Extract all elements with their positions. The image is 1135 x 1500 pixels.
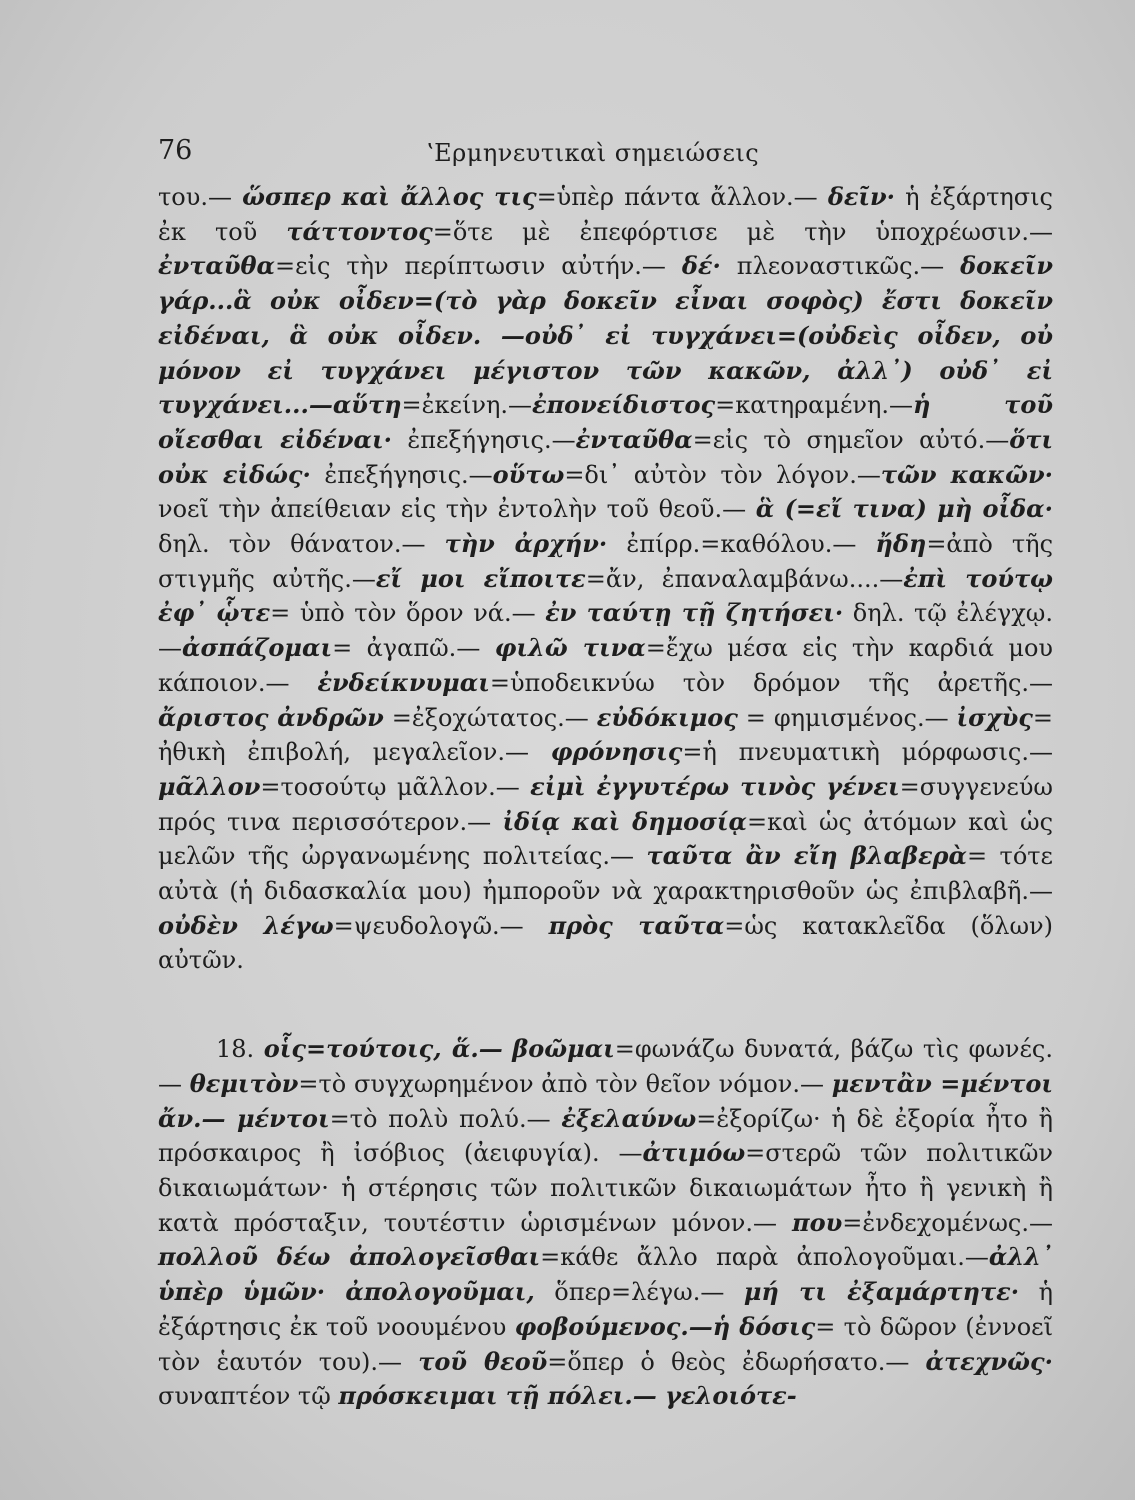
gloss-text: =εἰς τὸ σημεῖον αὐτό.—: [692, 425, 1010, 454]
lemma: ἃ (=εἴ τινα) μὴ οἶδα·: [755, 494, 1053, 524]
lemma: ἤδη: [875, 529, 927, 559]
lemma: βοῶμαι: [512, 1034, 615, 1064]
gloss-text: = τὸ δῶρον (ἐννοεῖ τὸν ἑαυτόν του).—: [158, 1312, 1053, 1376]
lemma: δεῖν·: [827, 182, 896, 211]
lemma: ἐπὶ τούτῳ ἐφ᾽ ᾧτε: [158, 563, 1054, 628]
gloss-text: δηλ. τὸν θάνατον.—: [158, 530, 445, 559]
lemma: δοκεῖν γάρ...ἃ οὐκ οἶδεν=(τὸ γὰρ δοκεῖν εἶναι σοφὸς) ἔστι δοκεῖν εἰδέναι, ἃ οὐκ οἶδεν. —οὐδ᾽ εἰ τυγχάνει=(οὐδεὶς οἶδεν, οὐ μόνον εἰ τυγχάνει μέγιστον τῶν κακῶν, ἀλλ᾽) οὐδ᾽ εἰ τυγχάνει...—αὕτη: [158, 251, 1053, 420]
gloss-text: =ὑπὲρ πάντα ἄλλον.—: [536, 183, 828, 211]
gloss-text: = φημισμένος.—: [737, 703, 957, 732]
gloss-text: =ἄν, ἐπαναλαμβάνω....—: [585, 564, 904, 593]
gloss-text: = ὑπὸ τὸν ὅρον νά.—: [270, 599, 546, 628]
gloss-text: =ψευδολογῶ.—: [333, 911, 549, 940]
gloss-text: =τοσούτῳ μᾶλλον.—: [260, 772, 531, 801]
lemma: ἰδίᾳ καὶ δημοσίᾳ: [502, 806, 747, 836]
gloss-text: ἐπεξήγησις.—: [310, 460, 493, 489]
lemma: οὐδὲν λέγω: [158, 910, 334, 940]
lemma: φρόνησις: [550, 737, 683, 767]
lemma: μεντἂν =μέντοι ἄν.— μέντοι: [158, 1068, 1053, 1133]
gloss-text: πλεοναστικῶς.—: [720, 252, 961, 281]
lemma: ἀτεχνῶς·: [925, 1346, 1053, 1376]
lemma: ἐνταῦθα: [575, 424, 693, 454]
lemma: εἴ μοι εἴποιτε: [375, 563, 586, 593]
lemma: που: [792, 1207, 843, 1237]
lemma: μή τι ἐξαμάρτητε·: [743, 1277, 1020, 1307]
lemma: ἀσπάζομαι: [182, 633, 333, 663]
lemma: ταῦτα ἂν εἴη βλαβερὰ: [646, 841, 967, 871]
gloss-text: =ἐξορίζω· ἡ δὲ ἐξορία ἦτο ἢ πρόσκαιρος ἢ ἰσόβιος (ἀειφυγία). —: [158, 1104, 1053, 1168]
lemma: ἰσχὺς: [956, 702, 1033, 732]
gloss-text: =ὅτε μὲ ἐπεφόρτισε μὲ τὴν ὑποχρέωσιν.—: [432, 217, 1054, 246]
gloss-text: =στερῶ τῶν πολιτικῶν δικαιωμάτων· ἡ στέρησις τῶν πολιτικῶν δικαιωμάτων ἦτο ἢ γενικὴ ἢ κατὰ πρόσταξιν, τουτέστιν ὡρισμένων μόνον.—: [158, 1139, 1053, 1237]
commentary-paragraph-18: [158, 1032, 1053, 1414]
lemma: ὥσπερ καὶ ἄλλος τις: [242, 182, 537, 211]
gloss-text: =ἀπὸ τῆς στιγμῆς αὐτῆς.—: [158, 530, 1054, 593]
lemma: πρὸς ταῦτα: [548, 910, 725, 940]
gloss-text: =κατηραμένη.—: [715, 391, 914, 420]
gloss-text: =ὑποδεικνύω τὸν δρόμον τῆς ἀρετῆς.—: [489, 668, 1054, 697]
gloss-text: =εἰς τὴν περίπτωσιν αὐτήν.—: [275, 252, 682, 281]
gloss-text: =ἐκείνη.—: [401, 391, 532, 420]
lemma: ἐνταῦθα: [158, 251, 275, 281]
lemma: ἄριστος ἀνδρῶν: [158, 702, 384, 732]
gloss-text: 18.: [216, 1035, 264, 1064]
lemma: θεμιτὸν: [189, 1068, 299, 1098]
lemma: εὐδόκιμος: [596, 702, 738, 732]
lemma: τῶν κακῶν·: [880, 459, 1053, 489]
gloss-text: =ἐξοχώτατος.—: [383, 703, 597, 732]
lemma: ἐνδείκνυμαι: [317, 667, 490, 697]
gloss-text: =κάθε ἄλλο παρὰ ἀπολογοῦμαι.—: [540, 1243, 989, 1272]
gloss-text: ἡ ἐξάρτησις ἐκ τοῦ νοουμένου: [158, 1278, 1053, 1341]
gloss-text: δηλ. τῷ ἐλέγχῳ.—: [158, 599, 1054, 663]
gloss-text: =ὡς κατακλεῖδα (ὅλων) αὐτῶν.: [158, 911, 1054, 975]
gloss-text: του.—: [158, 183, 243, 211]
lemma: μᾶλλον: [158, 771, 261, 801]
lemma: ἀλλ᾽ ὑπὲρ ὑμῶν· ἀπολογοῦμαι,: [158, 1242, 1053, 1307]
lemma: τάττοντος: [286, 216, 433, 246]
body-text: [158, 180, 1053, 1414]
gloss-text: = τότε αὐτὰ (ἡ διδασκαλία μου) ἠμποροῦν νὰ χαρακτηρισθοῦν ὡς ἐπιβλαβῆ.—: [158, 842, 1053, 906]
lemma: φοβούμενος.—ἡ δόσις: [514, 1311, 816, 1341]
lemma: ἐν ταύτῃ τῇ ζητήσει·: [545, 598, 844, 628]
gloss-text: =ὅπερ ὁ θεὸς ἐδωρήσατο.—: [547, 1347, 926, 1376]
gloss-text: νοεῖ τὴν ἀπείθειαν εἰς τὴν ἐντολὴν τοῦ θεοῦ.—: [158, 495, 756, 524]
lemma: εἰμὶ ἐγγυτέρω τινὸς γένει: [530, 771, 900, 801]
gloss-text: ὅπερ=λέγω.—: [534, 1278, 744, 1307]
lemma: δέ·: [681, 251, 721, 281]
commentary-paragraph: [158, 180, 1053, 978]
running-title: ʽΕρμηνευτικαὶ σημειώσεις: [426, 139, 760, 167]
lemma: ὅτι οὐκ εἰδώς·: [158, 424, 1054, 489]
lemma: ἡ τοῦ οἴεσθαι εἰδέναι·: [158, 390, 1053, 454]
page-number: 76: [158, 135, 193, 166]
gloss-text: = ἀγαπῶ.—: [332, 634, 495, 663]
gloss-text: =ἡ πνευματικὴ μόρφωσις.—: [682, 738, 1053, 767]
gloss-text: = ἠθικὴ ἐπιβολή, μεγαλεῖον.—: [158, 703, 1054, 767]
gloss-text: συναπτέον τῷ: [158, 1382, 339, 1411]
page-header: [158, 135, 1058, 175]
lemma: πρόσκειμαι τῇ πόλει.— γελοιότε-: [338, 1381, 797, 1411]
gloss-text: =καὶ ὡς ἀτόμων καὶ ὡς μελῶν τῆς ὠργανωμένης πολιτείας.—: [158, 807, 1054, 871]
lemma: οἷς=τούτοις, ἅ.—: [263, 1034, 503, 1064]
gloss-text: ἐπίρρ.=καθόλου.—: [607, 530, 876, 559]
gloss-text: ἐπεξήγησις.—: [391, 425, 576, 454]
gloss-text: [503, 1035, 513, 1063]
gloss-text: ἡ ἐξάρτησις ἐκ τοῦ: [158, 183, 1054, 246]
gloss-text: =φωνάζω δυνατά, βάζω τὶς φωνές.—: [158, 1035, 1053, 1098]
lemma: ἐπονείδιστος: [531, 390, 716, 420]
lemma: ἀτιμόω: [642, 1138, 746, 1168]
lemma: τὴν ἀρχήν·: [444, 529, 608, 559]
gloss-text: =δι᾽ αὐτὸν τὸν λόγον.—: [564, 460, 881, 489]
gloss-text: =τὸ πολὺ πολύ.—: [329, 1104, 562, 1133]
gloss-text: =ἔχω μέσα εἰς τὴν καρδιά μου κάποιον.—: [158, 634, 1053, 697]
lemma: τοῦ θεοῦ: [418, 1346, 548, 1376]
gloss-text: =ἐνδεχομένως.—: [842, 1208, 1053, 1237]
gloss-text: =συγγενεύω πρός τινα περισσότερον.—: [158, 772, 1053, 836]
lemma: πολλοῦ δέω ἀπολογεῖσθαι: [158, 1242, 541, 1272]
lemma: ἐξελαύνω: [561, 1103, 697, 1133]
lemma: οὕτω: [492, 459, 565, 489]
lemma: φιλῶ τινα: [494, 633, 646, 663]
gloss-text: =τὸ συγχωρημένον ἀπὸ τὸν θεῖον νόμον.—: [298, 1069, 832, 1098]
